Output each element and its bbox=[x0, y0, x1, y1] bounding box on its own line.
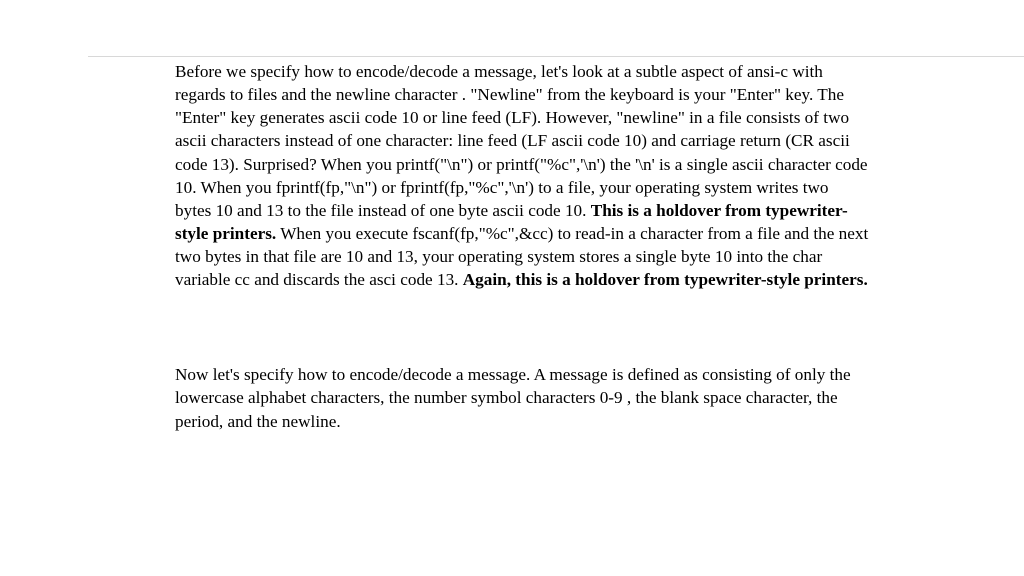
body-text: Before we specify how to encode/decode a message, let's look at a subtle aspect of ansi-c with regards to files and the newline character . "Newline" from the keyboard is your "Enter" key. The "Enter" key generates ascii code 10 or line feed (LF). However, "newline" in a file consists of two ascii characters instead of one character: line feed (LF ascii code 10) and carriage return (CR ascii code 13). Surprised? When you printf("\n") or printf("%c",'\n') the '\n' is a single ascii character code 10. When you fprintf(fp,"\n") or fprintf(fp,"%c",'\n') to a file, your operating system writes two bytes 10 and 13 to the file instead of one byte ascii code 10. bbox=[175, 62, 868, 220]
paragraph-message-definition bbox=[175, 363, 869, 432]
header-divider bbox=[88, 56, 1024, 57]
emphasis-text: Again, this is a holdover from typewriter-style printers. bbox=[462, 270, 868, 290]
document-body bbox=[175, 60, 869, 433]
body-text: When you execute fscanf(fp,"%c",&cc) to read-in a character from a file and the next two bytes in that file are 10 and 13, your operating system stores a single byte 10 into the char variable cc and discards the asci code 13. bbox=[175, 223, 869, 290]
emphasis-text: This is a holdover from typewriter-style printers. bbox=[175, 200, 848, 243]
body-text: Now let's specify how to encode/decode a message. A message is defined as consisting of only the lowercase alphabet characters, the number symbol characters 0-9 , the blank space character, the period, and the newline. bbox=[175, 365, 851, 431]
paragraph-spacer bbox=[175, 291, 869, 363]
paragraph-newline-explanation bbox=[175, 60, 869, 291]
